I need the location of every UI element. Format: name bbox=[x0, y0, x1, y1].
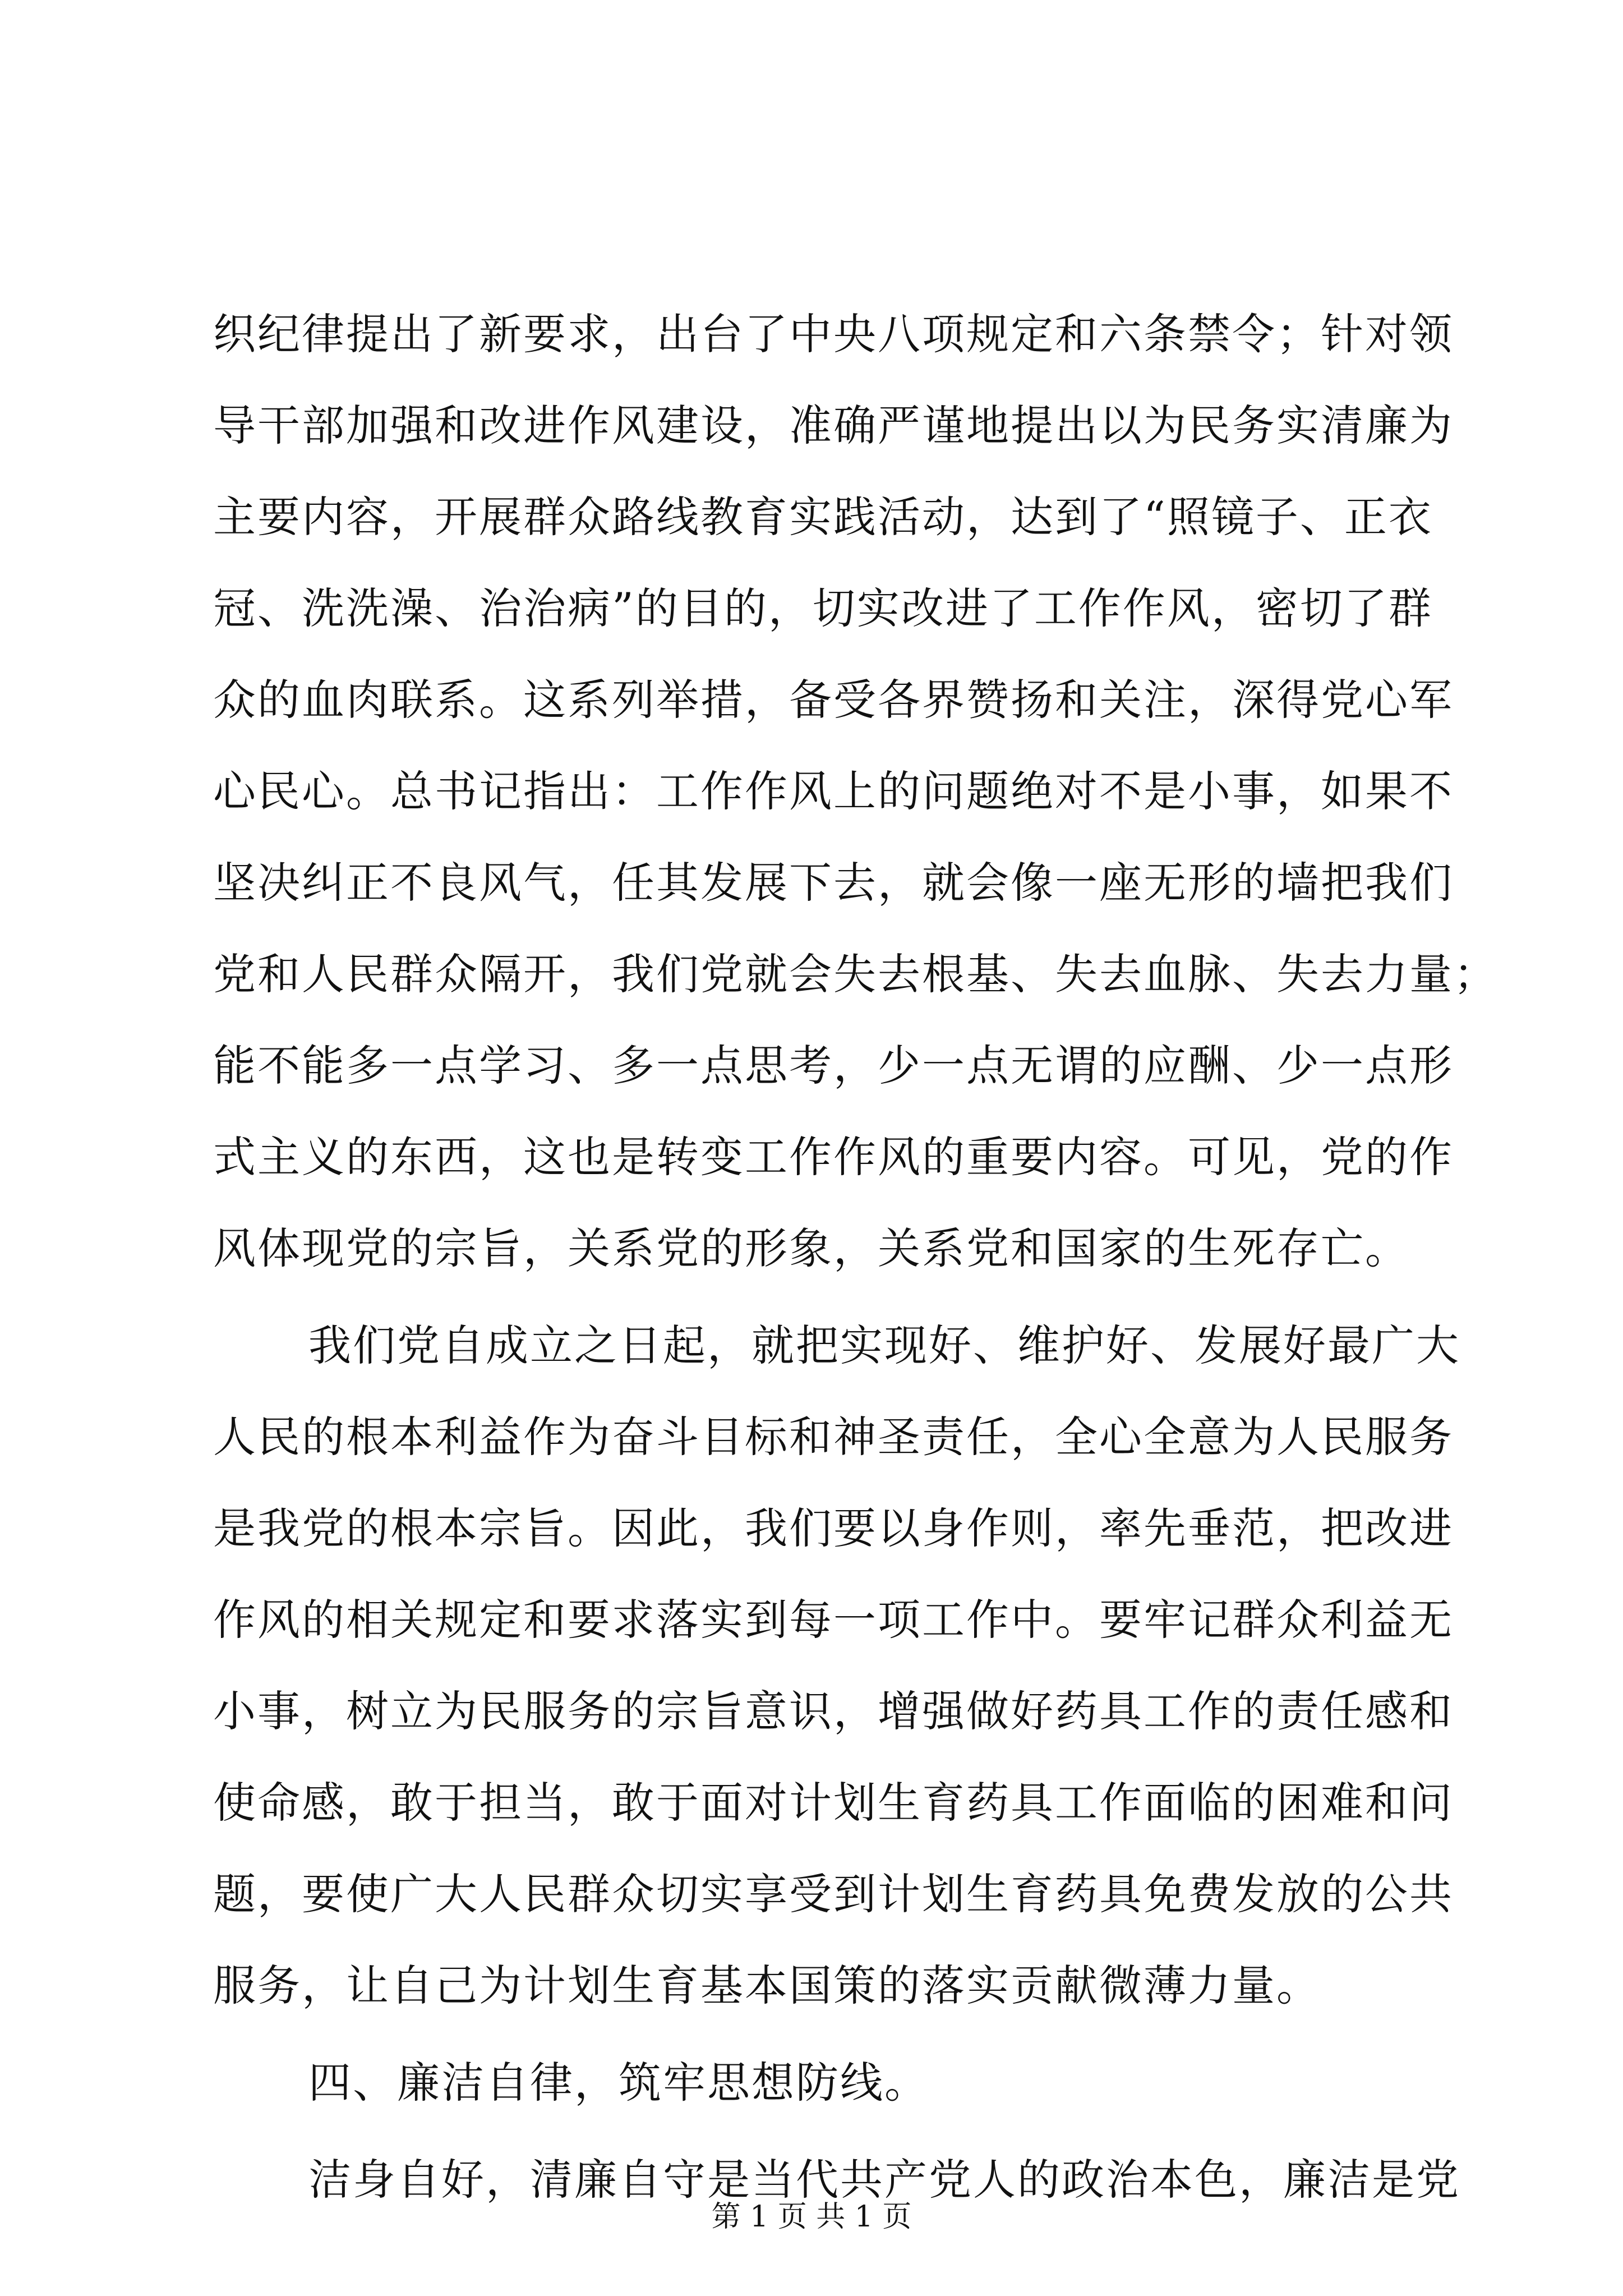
text-line: 人民的根本利益作为奋斗目标和神圣责任，全心全意为人民服务 bbox=[213, 1412, 1454, 1462]
text-line: 风体现党的宗旨，关系党的形象，关系党和国家的生死存亡。 bbox=[213, 1223, 1409, 1273]
text-line: 题，要使广大人民群众切实享受到计划生育药具免费发放的公共 bbox=[213, 1869, 1454, 1919]
text-line: 党和人民群众隔开，我们党就会失去根基、失去血脉、失去力量； bbox=[213, 949, 1498, 999]
text-line: 心民心。总书记指出：工作作风上的问题绝对不是小事，如果不 bbox=[213, 766, 1454, 816]
text-line: 作风的相关规定和要求落实到每一项工作中。要牢记群众利益无 bbox=[213, 1595, 1454, 1645]
text-line: 导干部加强和改进作风建设，准确严谨地提出以为民务实清廉为 bbox=[213, 401, 1454, 450]
text-line: 式主义的东西，这也是转变工作作风的重要内容。可见，党的作 bbox=[213, 1132, 1454, 1182]
text-line: 众的血肉联系。这系列举措，备受各界赞扬和关注，深得党心军 bbox=[213, 675, 1454, 725]
text-line: 主要内容，开展群众路线教育实践活动，达到了“照镜子、正衣 bbox=[213, 492, 1433, 542]
paragraph-first-line: 洁身自好，清廉自守是当代共产党人的政治本色，廉洁是党 bbox=[308, 2155, 1460, 2205]
section-heading: 四、廉洁自律，筑牢思想防线。 bbox=[308, 2058, 929, 2108]
text-line: 服务，让自己为计划生育基本国策的落实贡献微薄力量。 bbox=[213, 1961, 1321, 2010]
text-line: 是我党的根本宗旨。因此，我们要以身作则，率先垂范，把改进 bbox=[213, 1503, 1454, 1553]
text-line: 织纪律提出了新要求，出台了中央八项规定和六条禁令；针对领 bbox=[213, 309, 1454, 359]
text-line: 冠、洗洗澡、治治病”的目的，切实改进了工作作风，密切了群 bbox=[213, 583, 1433, 633]
text-line: 能不能多一点学习、多一点思考，少一点无谓的应酬、少一点形 bbox=[213, 1041, 1454, 1091]
page-footer: 第 1 页 共 1 页 bbox=[711, 2200, 912, 2234]
text-line: 使命感，敢于担当，敢于面对计划生育药具工作面临的困难和问 bbox=[213, 1778, 1454, 1828]
text-line: 坚决纠正不良风气，任其发展下去，就会像一座无形的墙把我们 bbox=[213, 858, 1454, 908]
paragraph-first-line: 我们党自成立之日起，就把实现好、维护好、发展好最广大 bbox=[308, 1320, 1460, 1370]
text-line: 小事，树立为民服务的宗旨意识，增强做好药具工作的责任感和 bbox=[213, 1686, 1454, 1736]
